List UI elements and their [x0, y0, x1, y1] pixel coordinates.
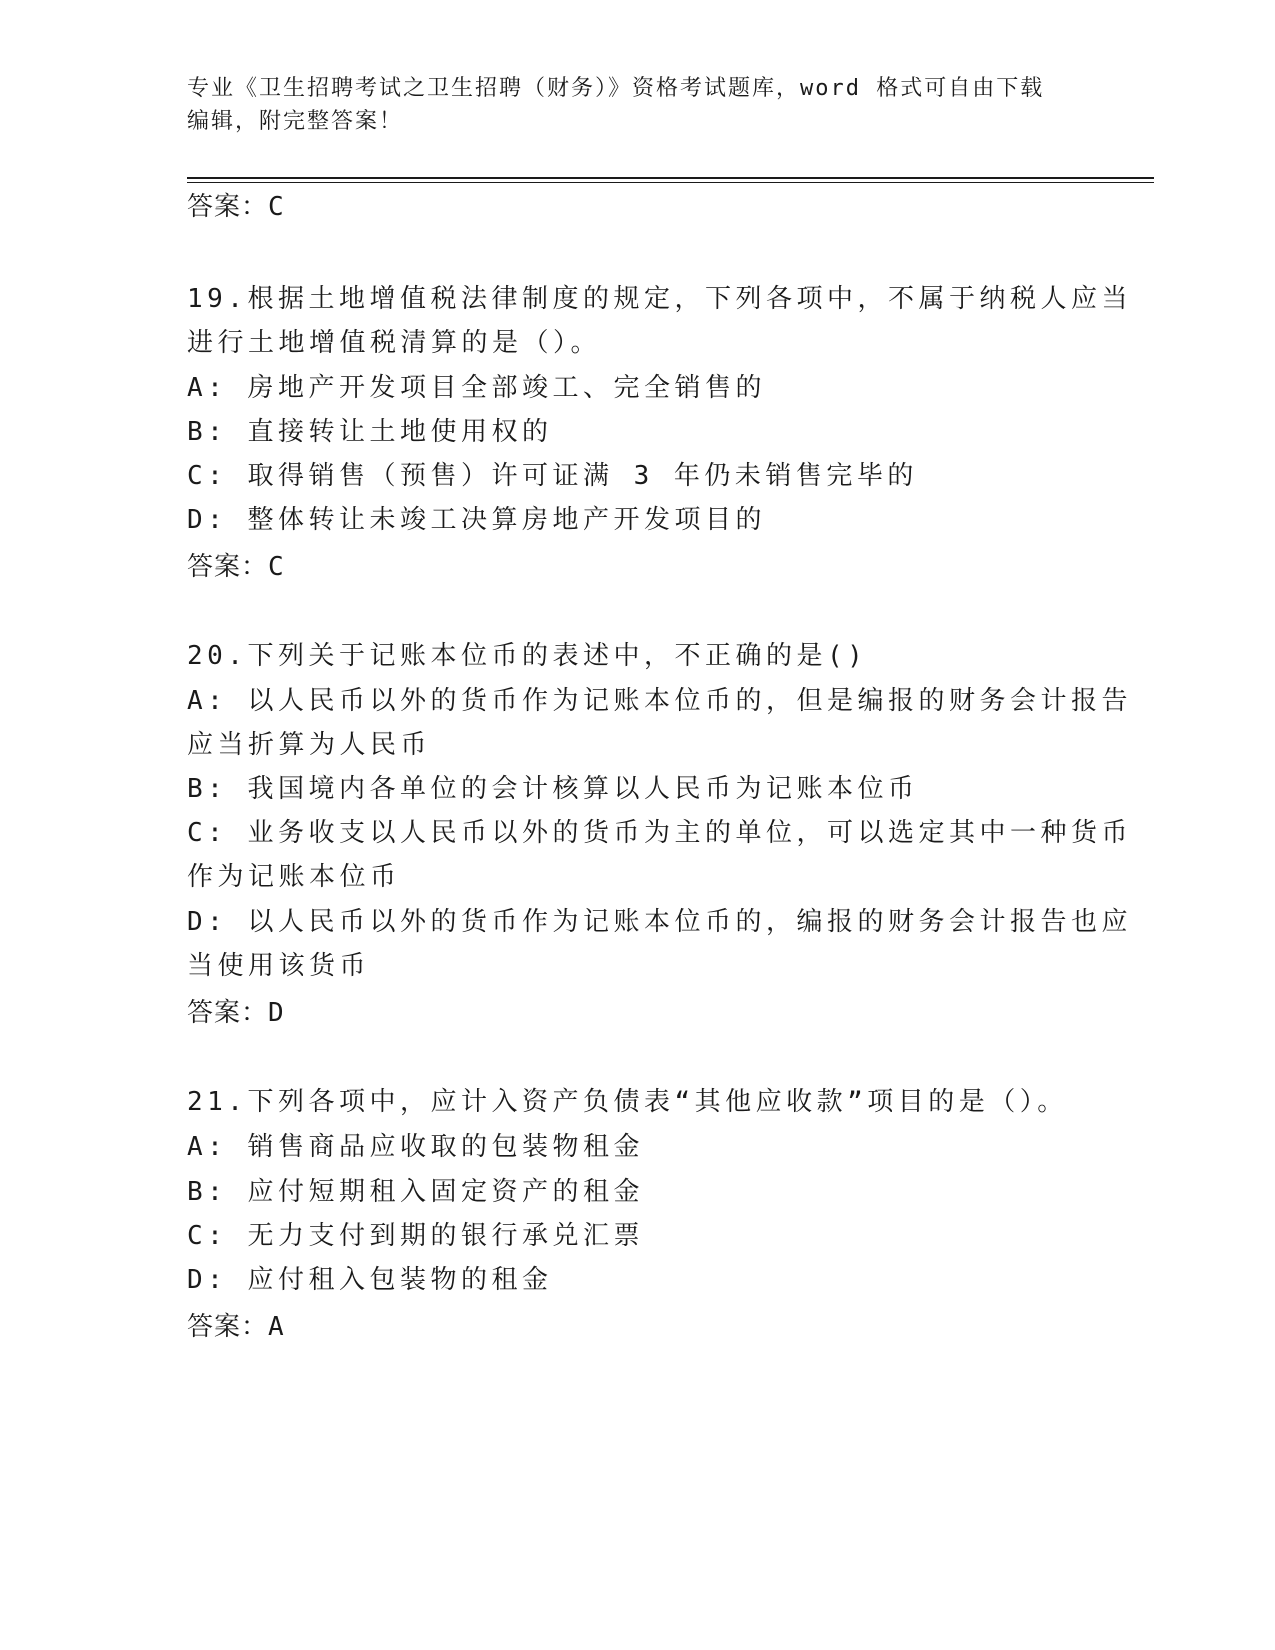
- header-line-1: 专业《卫生招聘考试之卫生招聘（财务）》资格考试题库，word 格式可自由下载: [187, 76, 1045, 101]
- answer-value: C: [268, 552, 285, 582]
- previous-answer: [187, 190, 285, 224]
- answer-label: 答案：: [187, 552, 269, 582]
- option-b: B: 直接转让土地使用权的: [187, 417, 553, 447]
- question-stem-line: 21.下列各项中，应计入资产负债表“其他应收款”项目的是（）。: [187, 1087, 1068, 1117]
- document-header: [187, 72, 1067, 138]
- option-d: D: 应付租入包装物的租金: [187, 1265, 553, 1295]
- option-d: D: 整体转让未竣工决算房地产开发项目的: [187, 505, 766, 535]
- option-d-continued: 当使用该货币: [187, 951, 371, 981]
- option-b: B: 我国境内各单位的会计核算以人民币为记账本位币: [187, 774, 919, 804]
- answer-value: C: [268, 192, 285, 222]
- option-a-continued: 应当折算为人民币: [187, 730, 432, 760]
- question-stem-line: 20.下列关于记账本位币的表述中，不正确的是(): [187, 641, 868, 671]
- option-c-continued: 作为记账本位币: [187, 862, 401, 892]
- answer-label: 答案：: [187, 1312, 269, 1342]
- header-rule-thick: [187, 177, 1154, 179]
- option-a: A: 销售商品应收取的包装物租金: [187, 1132, 644, 1162]
- answer-label: 答案：: [187, 192, 269, 222]
- answer-value: A: [268, 1312, 285, 1342]
- header-rule-thin: [187, 182, 1154, 183]
- answer-label: 答案：: [187, 998, 269, 1028]
- option-c: C: 无力支付到期的银行承兑汇票: [187, 1221, 644, 1251]
- answer-value: D: [268, 998, 285, 1028]
- option-c: C: 业务收支以人民币以外的货币为主的单位，可以选定其中一种货币: [187, 818, 1132, 848]
- option-a: A: 以人民币以外的货币作为记账本位币的，但是编报的财务会计报告: [187, 686, 1132, 716]
- answer: [187, 550, 285, 584]
- option-b: B: 应付短期租入固定资产的租金: [187, 1177, 644, 1207]
- answer: [187, 996, 285, 1030]
- question-stem-line: 进行土地增值税清算的是（）。: [187, 328, 602, 358]
- option-d: D: 以人民币以外的货币作为记账本位币的，编报的财务会计报告也应: [187, 907, 1132, 937]
- option-c: C: 取得销售（预售）许可证满 3 年仍未销售完毕的: [187, 461, 918, 491]
- answer: [187, 1310, 285, 1344]
- option-a: A: 房地产开发项目全部竣工、完全销售的: [187, 373, 766, 403]
- question-stem-line: 19.根据土地增值税法律制度的规定，下列各项中，不属于纳税人应当: [187, 284, 1132, 314]
- header-line-2: 编辑，附完整答案！: [187, 109, 404, 134]
